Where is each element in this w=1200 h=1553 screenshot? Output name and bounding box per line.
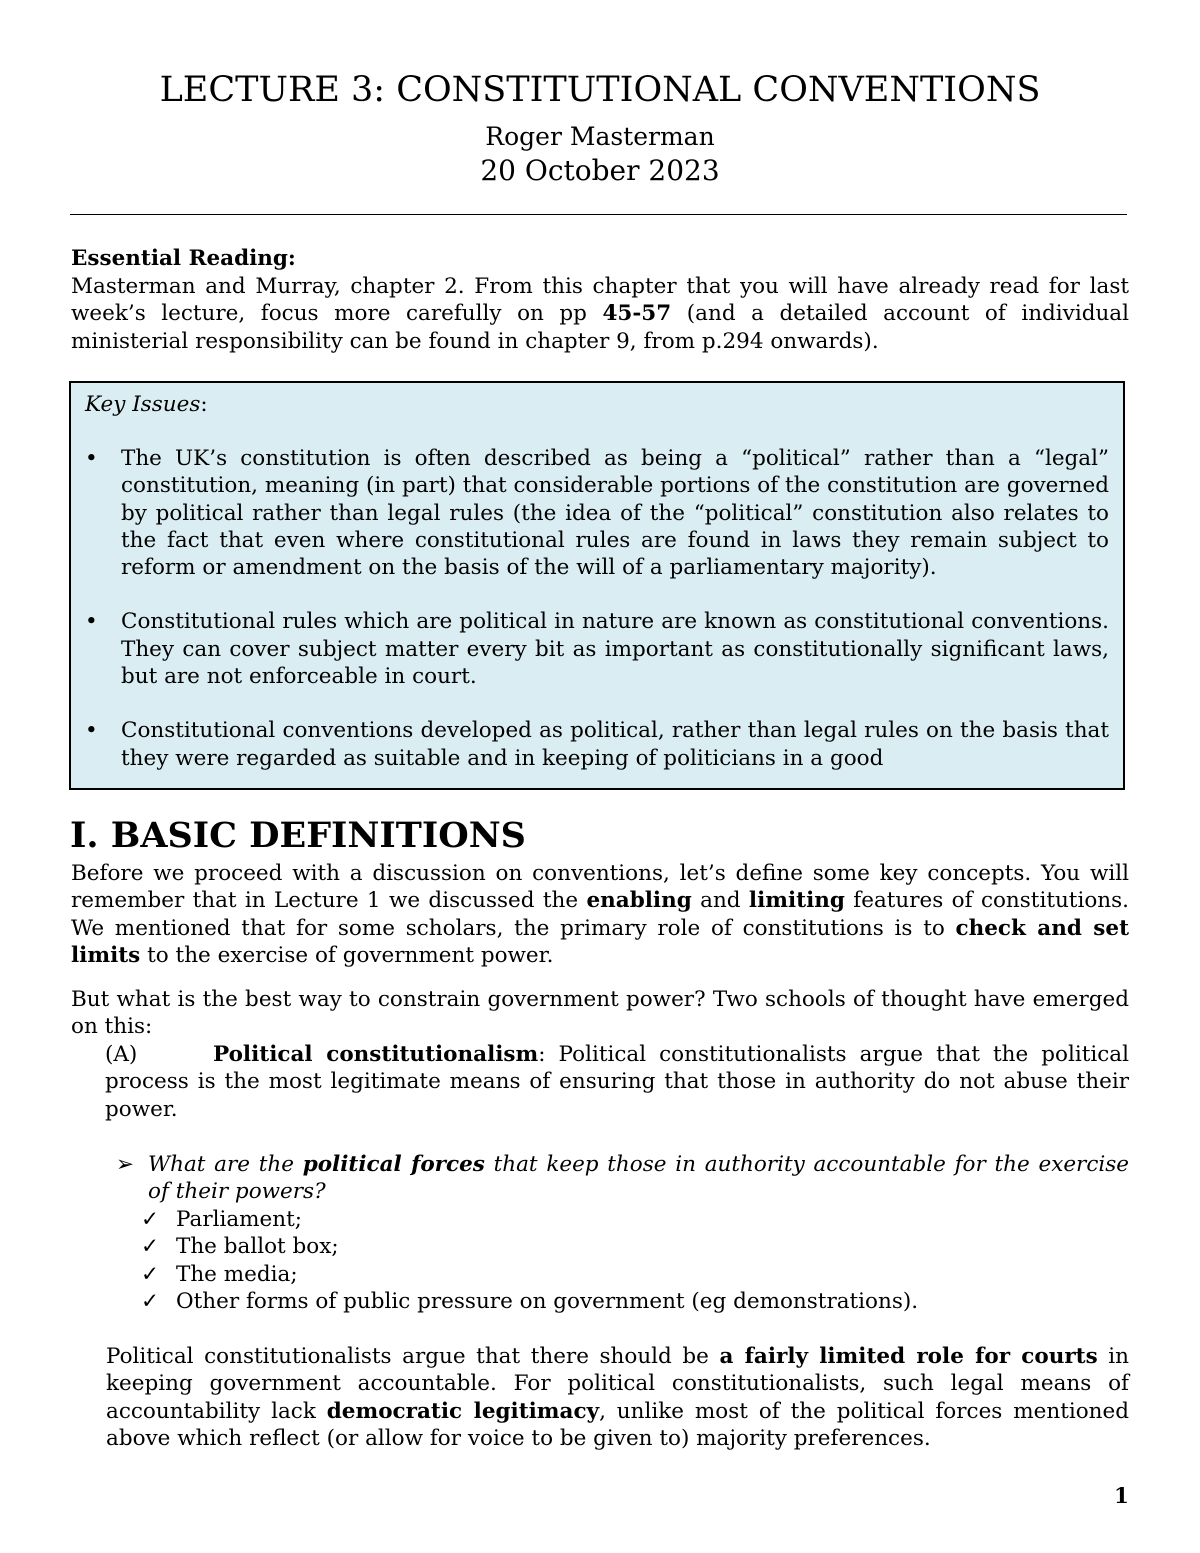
list-item: ✓ Parliament;	[141, 1207, 303, 1232]
page-number: 1	[1114, 1484, 1129, 1509]
arrow-bullet-icon: ➢	[116, 1152, 135, 1177]
list-item: ✓ The media;	[141, 1261, 298, 1287]
bullet-icon: •	[85, 718, 98, 744]
key-issues-list	[71, 445, 1123, 790]
list-item: ✓ Other forms of public pressure on government (eg demonstrations).	[141, 1288, 919, 1314]
essential-reading	[71, 245, 1129, 355]
checkmark-icon: ✓	[141, 1234, 160, 1260]
checkmark-icon: ✓	[141, 1288, 160, 1314]
section-heading: I. BASIC DEFINITIONS	[70, 815, 526, 856]
lecture-date: 20 October 2023	[480, 154, 720, 187]
key-issues-heading: Key Issues:	[85, 392, 208, 417]
bullet-icon: •	[85, 446, 98, 471]
political-constitutionalism-item: (A) Political constitutionalism: Political constitutionalists argue that the political process is the most legitimate means of ensuring that those in authority do not abuse their power.	[105, 1042, 1129, 1122]
list-item: ✓ The ballot box;	[141, 1234, 339, 1260]
key-issue-item: • Constitutional rules which are political in nature are known as constitutional conventions. They can cover subject matter every bit as important as constitutionally significant laws, but are not enforceable in court.	[85, 609, 1109, 690]
essential-reading-label: Essential Reading:	[71, 246, 296, 271]
checkmark-icon: ✓	[141, 1261, 160, 1287]
bullet-icon: •	[85, 609, 98, 635]
header-divider	[70, 214, 1127, 215]
key-issue-item: • The UK’s constitution is often described as being a “political” rather than a “legal” constitution, meaning (in part) that considerable portions of the constitution are governed by political rather than legal rules (the idea of the “political” constitution also relates to the fact that even where constitutional rules are found in laws they remain subject to reform or amendment on the basis of the will of a parliamentary majority).	[85, 446, 1109, 581]
author-name: Roger Masterman	[485, 122, 715, 151]
schools-paragraph: But what is the best way to constrain government power? Two schools of thought have emerged on this:	[71, 987, 1129, 1040]
key-issue-item: • Constitutional conventions developed as political, rather than legal rules on the basis that they were regarded as suitable and in keeping of politicians in a good	[85, 718, 1109, 771]
item-label: (A)	[105, 1042, 138, 1067]
definitions-paragraph: Before we proceed with a discussion on conventions, let’s define some key concepts. You will remember that in Lecture 1 we discussed the enabling and limiting features of constitutions. We mentioned that for some scholars, the primary role of constitutions is to check and set limits to the exercise of government power.	[71, 861, 1130, 968]
key-issues-box[interactable]	[69, 381, 1125, 790]
political-forces-list	[141, 1206, 918, 1315]
political-forces-question: ➢ What are the political forces that keep those in authority accountable for the exercise of their powers?	[116, 1152, 1129, 1205]
checkmark-icon: ✓	[141, 1207, 160, 1232]
essential-reading-pages: 45-57	[602, 301, 672, 326]
lecture-title: LECTURE 3: CONSTITUTIONAL CONVENTIONS	[159, 70, 1041, 110]
essential-reading-text: Masterman and Murray, chapter 2. From this chapter that you will have already read for last week’s lecture, focus more carefully on pp 45-57 (and a detailed account of individual ministerial responsibility can be found in chapter 9, from p.294 onwards).	[71, 273, 1130, 354]
courts-role-paragraph: Political constitutionalists argue that there should be a fairly limited role for courts in keeping government accountable. For political constitutionalists, such legal means of accountability lack democratic legitimacy, unlike most of the political forces mentioned above which reflect (or allow for voice to be given to) majority preferences.	[106, 1344, 1129, 1451]
